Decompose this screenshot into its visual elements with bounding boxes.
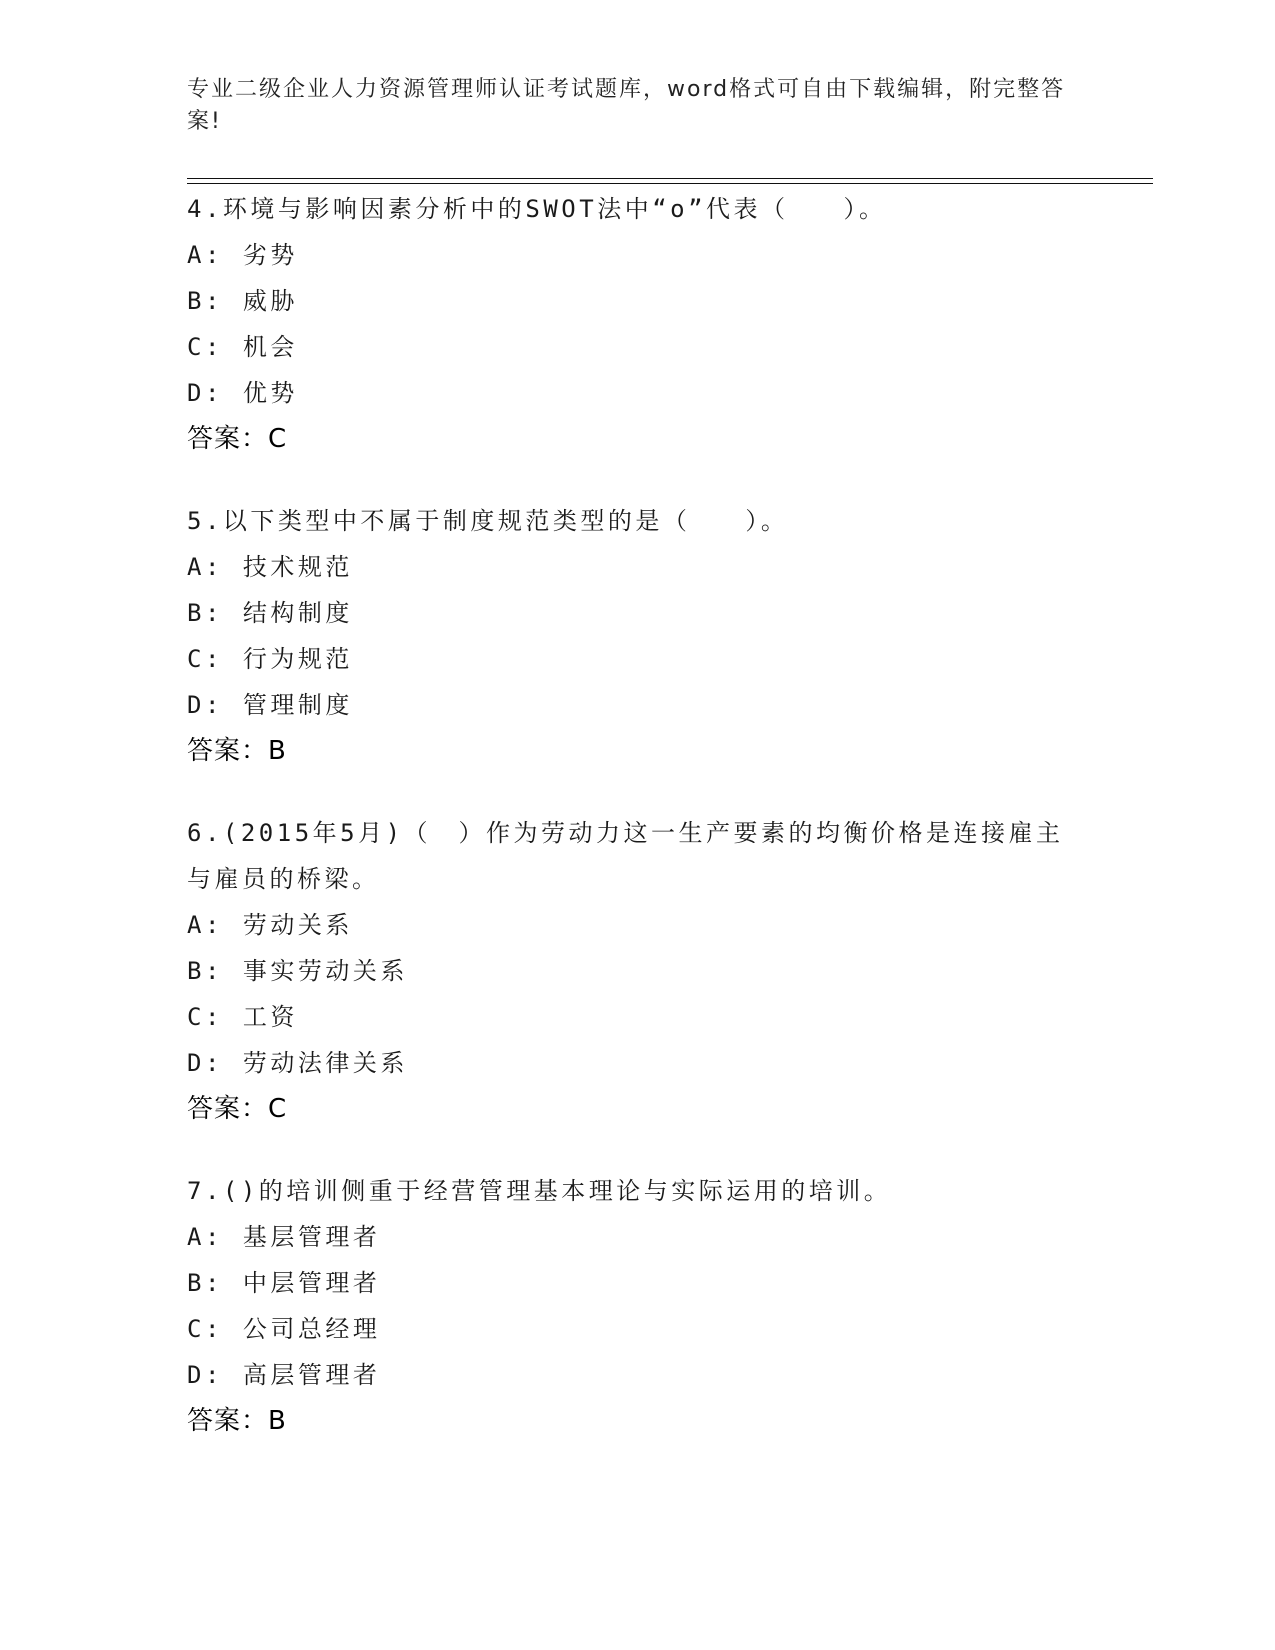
option-b [187,948,1087,994]
answer-line: 答案：B [187,1406,287,1436]
option-text: 机会 [242,333,298,361]
option-a [187,544,1087,590]
option-letter: D: [187,1361,223,1389]
question-text: 4.环境与影响因素分析中的SWOT法中“o”代表（ ）。 [187,195,887,223]
option-letter: A: [187,911,223,939]
option-letter: D: [187,379,223,407]
option-text: 管理制度 [242,691,353,719]
option-text: 优势 [242,379,298,407]
option-letter: A: [187,553,223,581]
question-text: 6.(2015年5月)（ ）作为劳动力这一生产要素的均衡价格是连接雇主与雇员的桥梁。 [187,819,1064,893]
option-letter: D: [187,1049,223,1077]
option-text: 中层管理者 [242,1269,381,1297]
option-text: 高层管理者 [242,1361,381,1389]
option-text: 公司总经理 [242,1315,381,1343]
header-rule-top [187,178,1153,179]
option-d [187,1040,1087,1086]
option-a [187,902,1087,948]
option-letter: B: [187,287,223,315]
option-text: 劣势 [242,241,298,269]
option-letter: D: [187,691,223,719]
option-a [187,232,1087,278]
option-letter: C: [187,1003,223,1031]
question-6 [187,810,1087,1132]
option-c [187,324,1087,370]
option-b [187,278,1087,324]
option-letter: A: [187,241,223,269]
option-letter: B: [187,599,223,627]
document-header: 专业二级企业人力资源管理师认证考试题库，word格式可自由下载编辑，附完整答案! [187,77,1066,134]
option-d [187,1352,1087,1398]
question-7 [187,1168,1087,1444]
option-c [187,994,1087,1040]
option-letter: C: [187,333,223,361]
option-d [187,682,1087,728]
option-b [187,1260,1087,1306]
option-text: 技术规范 [242,553,353,581]
question-5 [187,498,1087,774]
option-c [187,1306,1087,1352]
option-text: 基层管理者 [242,1223,381,1251]
option-text: 威胁 [242,287,298,315]
question-list [187,186,1087,1480]
option-text: 劳动关系 [242,911,353,939]
question-4 [187,186,1087,462]
option-letter: A: [187,1223,223,1251]
answer-line: 答案：C [187,424,288,454]
option-text: 劳动法律关系 [242,1049,408,1077]
header-rule-bottom [187,183,1153,184]
option-text: 行为规范 [242,645,353,673]
option-text: 结构制度 [242,599,353,627]
option-a [187,1214,1087,1260]
question-text: 5.以下类型中不属于制度规范类型的是（ ）。 [187,507,789,535]
option-d [187,370,1087,416]
answer-line: 答案：B [187,736,287,766]
option-letter: C: [187,1315,223,1343]
option-letter: B: [187,1269,223,1297]
option-letter: B: [187,957,223,985]
option-c [187,636,1087,682]
option-text: 事实劳动关系 [242,957,408,985]
option-b [187,590,1087,636]
question-text: 7.()的培训侧重于经营管理基本理论与实际运用的培训。 [187,1177,892,1205]
option-letter: C: [187,645,223,673]
option-text: 工资 [242,1003,298,1031]
answer-line: 答案：C [187,1094,288,1124]
